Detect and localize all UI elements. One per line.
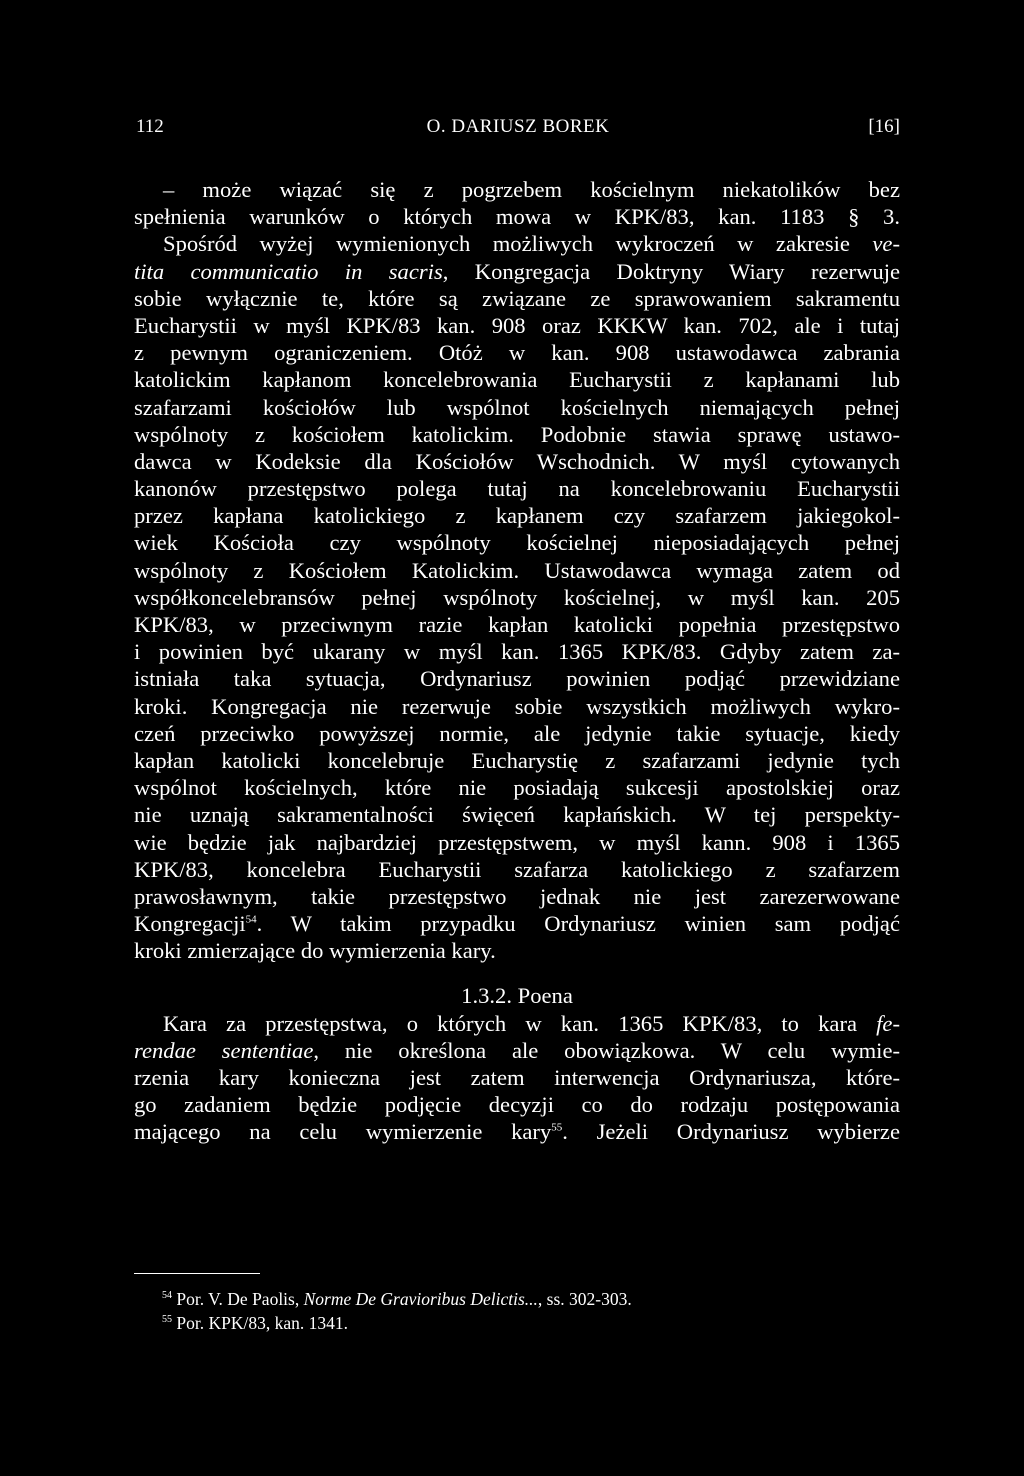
text-line: tita communicatio in sacris, Kongregacja Doktryny Wiary rezerwuje bbox=[134, 258, 901, 284]
running-author: O. DARIUSZ BOREK bbox=[426, 116, 610, 137]
text-line: czeń przeciwko powyższej normie, ale jedynie takie sytuacje, kiedy bbox=[134, 720, 900, 746]
text-line: wspólnoty z kościołem katolickim. Podobnie stawia sprawę ustawo- bbox=[134, 421, 900, 447]
text-line: kapłan katolicki koncelebruje Eucharystię z szafarzami jedynie tych bbox=[134, 747, 900, 773]
section-number: [16] bbox=[868, 116, 900, 137]
italic-phrase: ve- bbox=[872, 231, 900, 257]
italic-phrase: fe- bbox=[876, 1010, 900, 1036]
text-line: i powinien być ukarany w myśl kan. 1365 KPK/83. Gdyby zatem za- bbox=[134, 639, 900, 665]
text-line: wie będzie jak najbardziej przestępstwem, w myśl kann. 908 i 1365 bbox=[134, 829, 900, 855]
italic-phrase: rendae sententiae bbox=[134, 1037, 314, 1063]
footnote-ref-54[interactable]: 54 bbox=[245, 913, 257, 926]
footnote-54: $^{54}$ Por. V. De Paolis, Norme De Gravioribus Delictis..., ss. 302-303. bbox=[162, 1289, 632, 1309]
text-line: KPK/83, w przeciwnym razie kapłan katolicki popełnia przestępstwo bbox=[134, 612, 900, 637]
body-text bbox=[134, 176, 900, 1146]
text-line: mającego na celu wymierzenie kary$^{55}$. Jeżeli Ordynariusz wybierze bbox=[134, 1119, 900, 1145]
text-line: przez kapłana katolickiego z kapłanem czy szafarzem jakiegokol- bbox=[134, 503, 900, 529]
footnote-mark: 54 bbox=[162, 1290, 172, 1302]
text-line: prawosławnym, takie przestępstwo jednak nie jest zarezerwowane bbox=[134, 883, 900, 909]
text-line: dawca w Kodeksie dla Kościołów Wschodnich. W myśl cytowanych bbox=[134, 448, 900, 474]
text-line: wiek Kościoła czy wspólnoty kościelnej nieposiadających pełnej bbox=[134, 530, 900, 556]
text-line: KPK/83, koncelebra Eucharystii szafarza katolickiego z szafarzem bbox=[134, 856, 900, 882]
text-line: wspólnot kościelnych, które nie posiadają sukcesji apostolskiej oraz bbox=[134, 775, 900, 801]
footnote-55: $^{55}$ Por. KPK/83, kan. 1341. bbox=[162, 1313, 348, 1333]
text-line: katolickim kapłanom koncelebrowania Eucharystii z kapłanami lub bbox=[134, 367, 900, 393]
text-line: spełnienia warunków o których mowa w KPK/83, kan. 1183 § 3. bbox=[134, 204, 900, 230]
text-line: – może wiązać się z pogrzebem kościelnym niekatolików bez bbox=[163, 177, 900, 202]
text-line: istniała taka sytuacja, Ordynariusz powinien podjąć przewidziane bbox=[134, 666, 900, 692]
text-line: rzenia kary konieczna jest zatem interwencja Ordynariusza, które- bbox=[134, 1065, 900, 1090]
text-line: nie uznają sakramentalności święceń kapłańskich. W tej perspekty- bbox=[134, 802, 900, 828]
text-line: Eucharystii w myśl KPK/83 kan. 908 oraz KKKW kan. 702, ale i tutaj bbox=[134, 312, 900, 338]
section-subheading: 1.3.2. Poena bbox=[461, 983, 573, 1009]
text-line: Spośród wyżej wymienionych możliwych wykroczeń w zakresie ve- bbox=[163, 231, 900, 257]
text-line: kroki. Kongregacja nie rezerwuje sobie wszystkich możliwych wykro- bbox=[134, 693, 900, 719]
footnote-ref-55[interactable]: 55 bbox=[551, 1121, 563, 1134]
footnote-mark: 55 bbox=[162, 1314, 172, 1326]
text-line: kroki zmierzające do wymierzenia kary. bbox=[134, 938, 496, 964]
footnote-separator bbox=[134, 1273, 260, 1274]
cited-title: Norme De Gravioribus Delictis... bbox=[303, 1289, 538, 1309]
text-line: go zadaniem będzie podjęcie decyzji co do rodzaju postępowania bbox=[134, 1092, 900, 1118]
text-line: Kara za przestępstwa, o których w kan. 1365 KPK/83, to kara fe- bbox=[163, 1010, 900, 1036]
text-line: szafarzami kościołów lub wspólnot kościelnych niemających pełnej bbox=[134, 394, 900, 420]
footnotes bbox=[162, 1287, 902, 1335]
text-line: z pewnym ograniczeniem. Otóż w kan. 908 ustawodawca zabrania bbox=[134, 340, 900, 366]
running-header bbox=[136, 112, 900, 142]
text-line: rendae sententiae, nie określona ale obowiązkowa. W celu wymie- bbox=[134, 1037, 900, 1063]
italic-phrase: tita communicatio in sacris bbox=[134, 258, 443, 284]
text-line: współkoncelebransów pełnej wspólnoty kościelnej, w myśl kan. 205 bbox=[134, 584, 900, 610]
text-line: kanonów przestępstwo polega tutaj na koncelebrowaniu Eucharystii bbox=[134, 476, 900, 502]
text-line: wspólnoty z Kościołem Katolickim. Ustawodawca wymaga zatem od bbox=[134, 557, 900, 583]
page-number: 112 bbox=[136, 116, 164, 137]
text-line: Kongregacji$^{54}$. W takim przypadku Ordynariusz winien sam podjąć bbox=[134, 911, 900, 937]
text-line: sobie wyłącznie te, które są związane ze sprawowaniem sakramentu bbox=[134, 285, 900, 311]
